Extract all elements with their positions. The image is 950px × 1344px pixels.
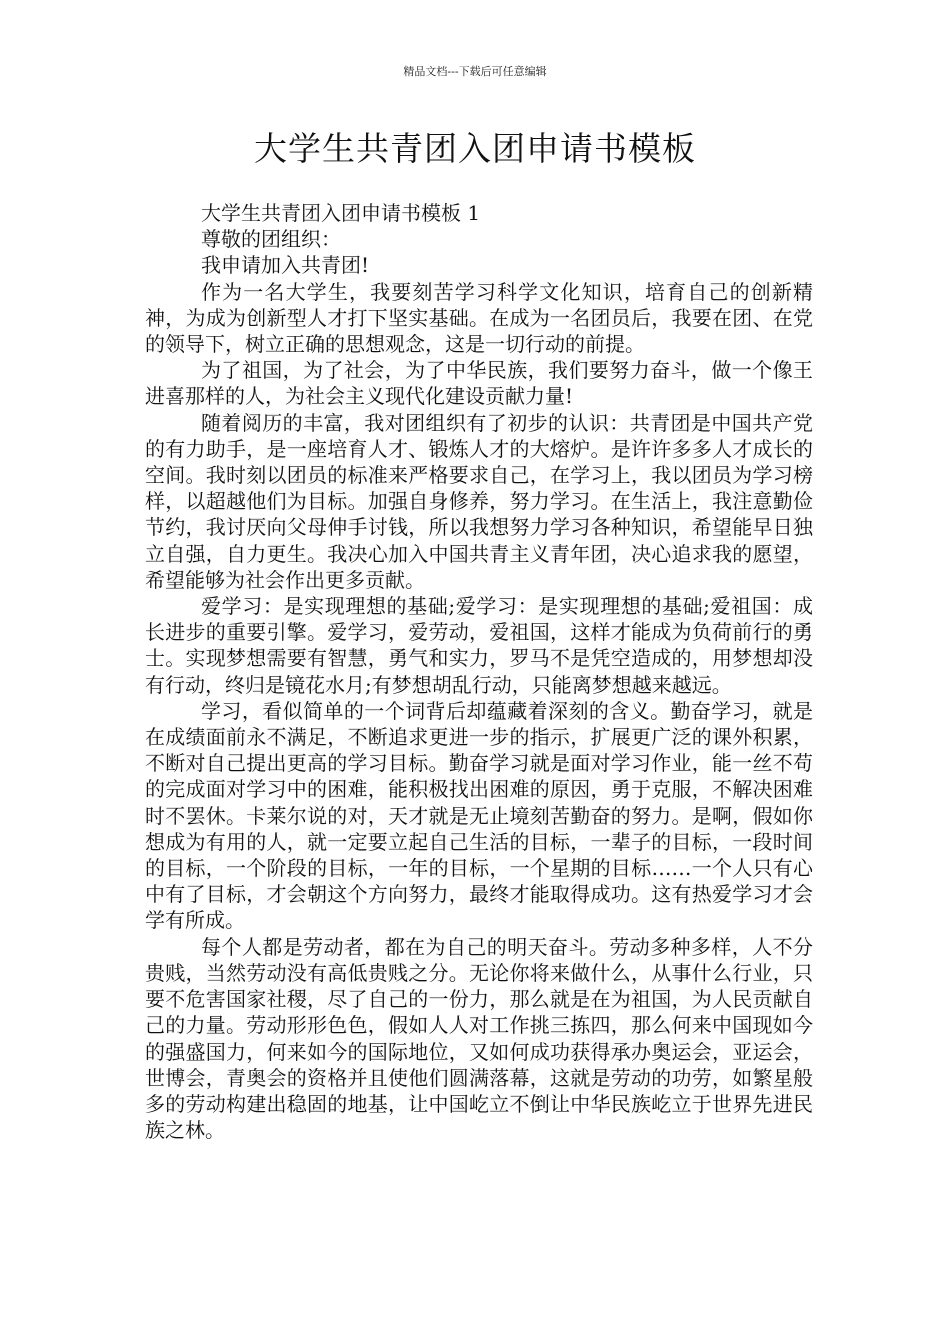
paragraph-body: 为了祖国，为了社会，为了中华民族，我们要努力奋斗，做一个像王进喜那样的人，为社会主义现代化建设贡献力量! — [145, 358, 813, 409]
paragraph-salutation: 尊敬的团组织： — [201, 227, 341, 252]
paragraph-body: 学习，看似简单的一个词背后却蕴藏着深刻的含义。勤奋学习，就是在成绩面前永不满足，不断追求更进一步的指示，扩展更广泛的课外积累，不断对自己提出更高的学习目标。勤奋学习就是面对学习作业，能一丝不苟的完成面对学习中的困难，能积极找出困难的原因，勇于克服，不解决困难时不罢休。卡莱尔说的对，天才就是无止境刻苦勤奋的努力。是啊，假如你想成为有用的人，就一定要立起自己生活的目标，一辈子的目标，一段时间的目标，一个阶段的目标，一年的目标，一个星期的目标……一个人只有心中有了目标，才会朝这个方向努力，最终才能取得成功。这有热爱学习才会学有所成。 — [145, 698, 813, 933]
paragraph-body: 每个人都是劳动者，都在为自己的明天奋斗。劳动多种多样，人不分贵贱，当然劳动没有高低贵贱之分。无论你将来做什么，从事什么行业，只要不危害国家社稷，尽了自己的一份力，那么就是在为祖国，为人民贡献自己的力量。劳动形形色色，假如人人对工作挑三拣四，那么何来中国现如今的强盛国力，何来如今的国际地位，又如何成功获得承办奥运会，亚运会，世博会，青奥会的资格并且使他们圆满落幕，这就是劳动的功劳，如繁星般多的劳动构建出稳固的地基，让中国屹立不倒让中华民族屹立于世界先进民族之林。 — [145, 934, 813, 1143]
paragraph-body: 随着阅历的丰富，我对团组织有了初步的认识：共青团是中国共产党的有力助手，是一座培育人才、锻炼人才的大熔炉。是许许多多人才成长的空间。我时刻以团员的标准来严格要求自己，在学习上，我以团员为学习榜样，以超越他们为目标。加强自身修养，努力学习。在生活上，我注意勤俭节约，我讨厌向父母伸手讨钱，所以我想努力学习各种知识，希望能早日独立自强，自力更生。我决心加入中国共青主义青年团，决心追求我的愿望，希望能够为社会作出更多贡献。 — [145, 410, 813, 592]
paragraph-body: 作为一名大学生，我要刻苦学习科学文化知识，培育自己的创新精神，为成为创新型人才打下坚实基础。在成为一名团员后，我要在团、在党的领导下，树立正确的思想观念，这是一切行动的前提。 — [145, 279, 813, 357]
paragraph-application: 我申请加入共青团! — [201, 253, 370, 278]
paragraph-body: 爱学习：是实现理想的基础;爱学习：是实现理想的基础;爱祖国：成长进步的重要引擎。爱学习，爱劳动，爱祖国，这样才能成为负荷前行的勇士。实现梦想需要有智慧，勇气和实力，罗马不是凭空造成的，用梦想却没有行动，终归是镜花水月;有梦想胡乱行动，只能离梦想越来越远。 — [145, 594, 813, 697]
paragraph-subtitle: 大学生共青团入团申请书模板 1 — [201, 201, 481, 225]
document-title: 大学生共青团入团申请书模板 — [254, 129, 696, 168]
document-body — [145, 200, 813, 1143]
page-header: 精品文档---下载后可任意编辑 — [403, 65, 547, 78]
